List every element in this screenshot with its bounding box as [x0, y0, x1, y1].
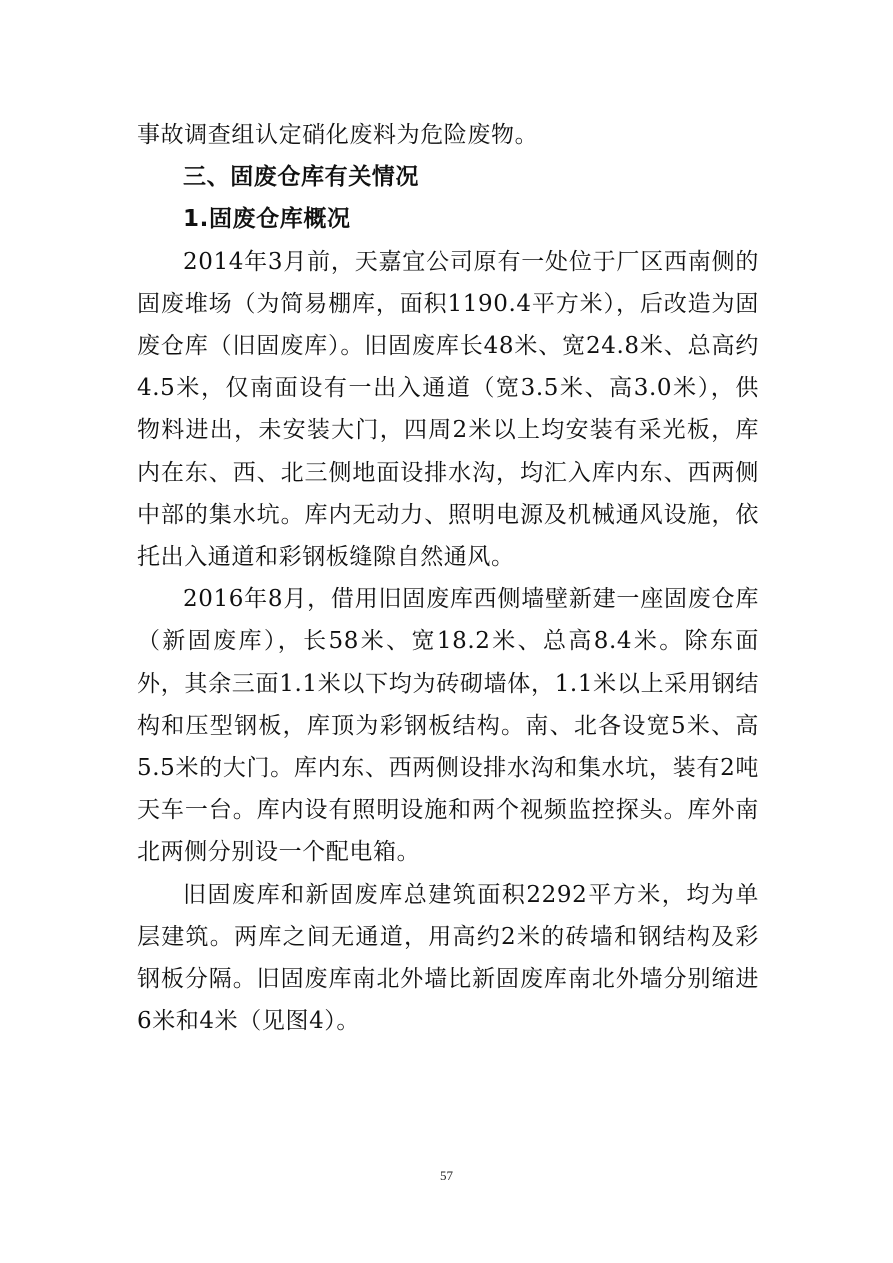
section-heading: 三、固废仓库有关情况: [183, 164, 419, 191]
body-text: [137, 114, 759, 1042]
subsection-heading: 1.固废仓库概况: [183, 206, 351, 233]
paragraph-conclusion: 事故调查组认定硝化废料为危险废物。: [137, 122, 539, 148]
paragraph-old-warehouse: 2014年3月前，天嘉宜公司原有一处位于厂区西南侧的固废堆场（为简易棚库，面积1190.4平方米），后改造为固废仓库（旧固废库）。旧固废库长48米、宽24.8米、总高约4.5米，仅南面设有一出入通道（宽3.5米、高3.0米），供物料进出，未安装大门，四周2米以上均安装有采光板，库内在东、西、北三侧地面设排水沟，均汇入库内东、西两侧中部的集水坑。库内无动力、照明电源及机械通风设施，依托出入通道和彩钢板缝隙自然通风。: [137, 248, 759, 571]
paragraph-new-warehouse: 2016年8月，借用旧固废库西侧墙壁新建一座固废仓库（新固废库），长58米、宽18.2米、总高8.4米。除东面外，其余三面1.1米以下均为砖砌墙体，1.1米以上采用钢结构和压型钢板，库顶为彩钢板结构。南、北各设宽5米、高5.5米的大门。库内东、西两侧设排水沟和集水坑，装有2吨天车一台。库内设有照明设施和两个视频监控探头。库外南北两侧分别设一个配电箱。: [137, 586, 759, 866]
page-number: 57: [440, 1168, 453, 1183]
paragraph-total-area: 旧固废库和新固废库总建筑面积2292平方米，均为单层建筑。两库之间无通道，用高约2米的砖墙和钢结构及彩钢板分隔。旧固废库南北外墙比新固废库南北外墙分别缩进6米和4米（见图4）。: [137, 881, 759, 1035]
